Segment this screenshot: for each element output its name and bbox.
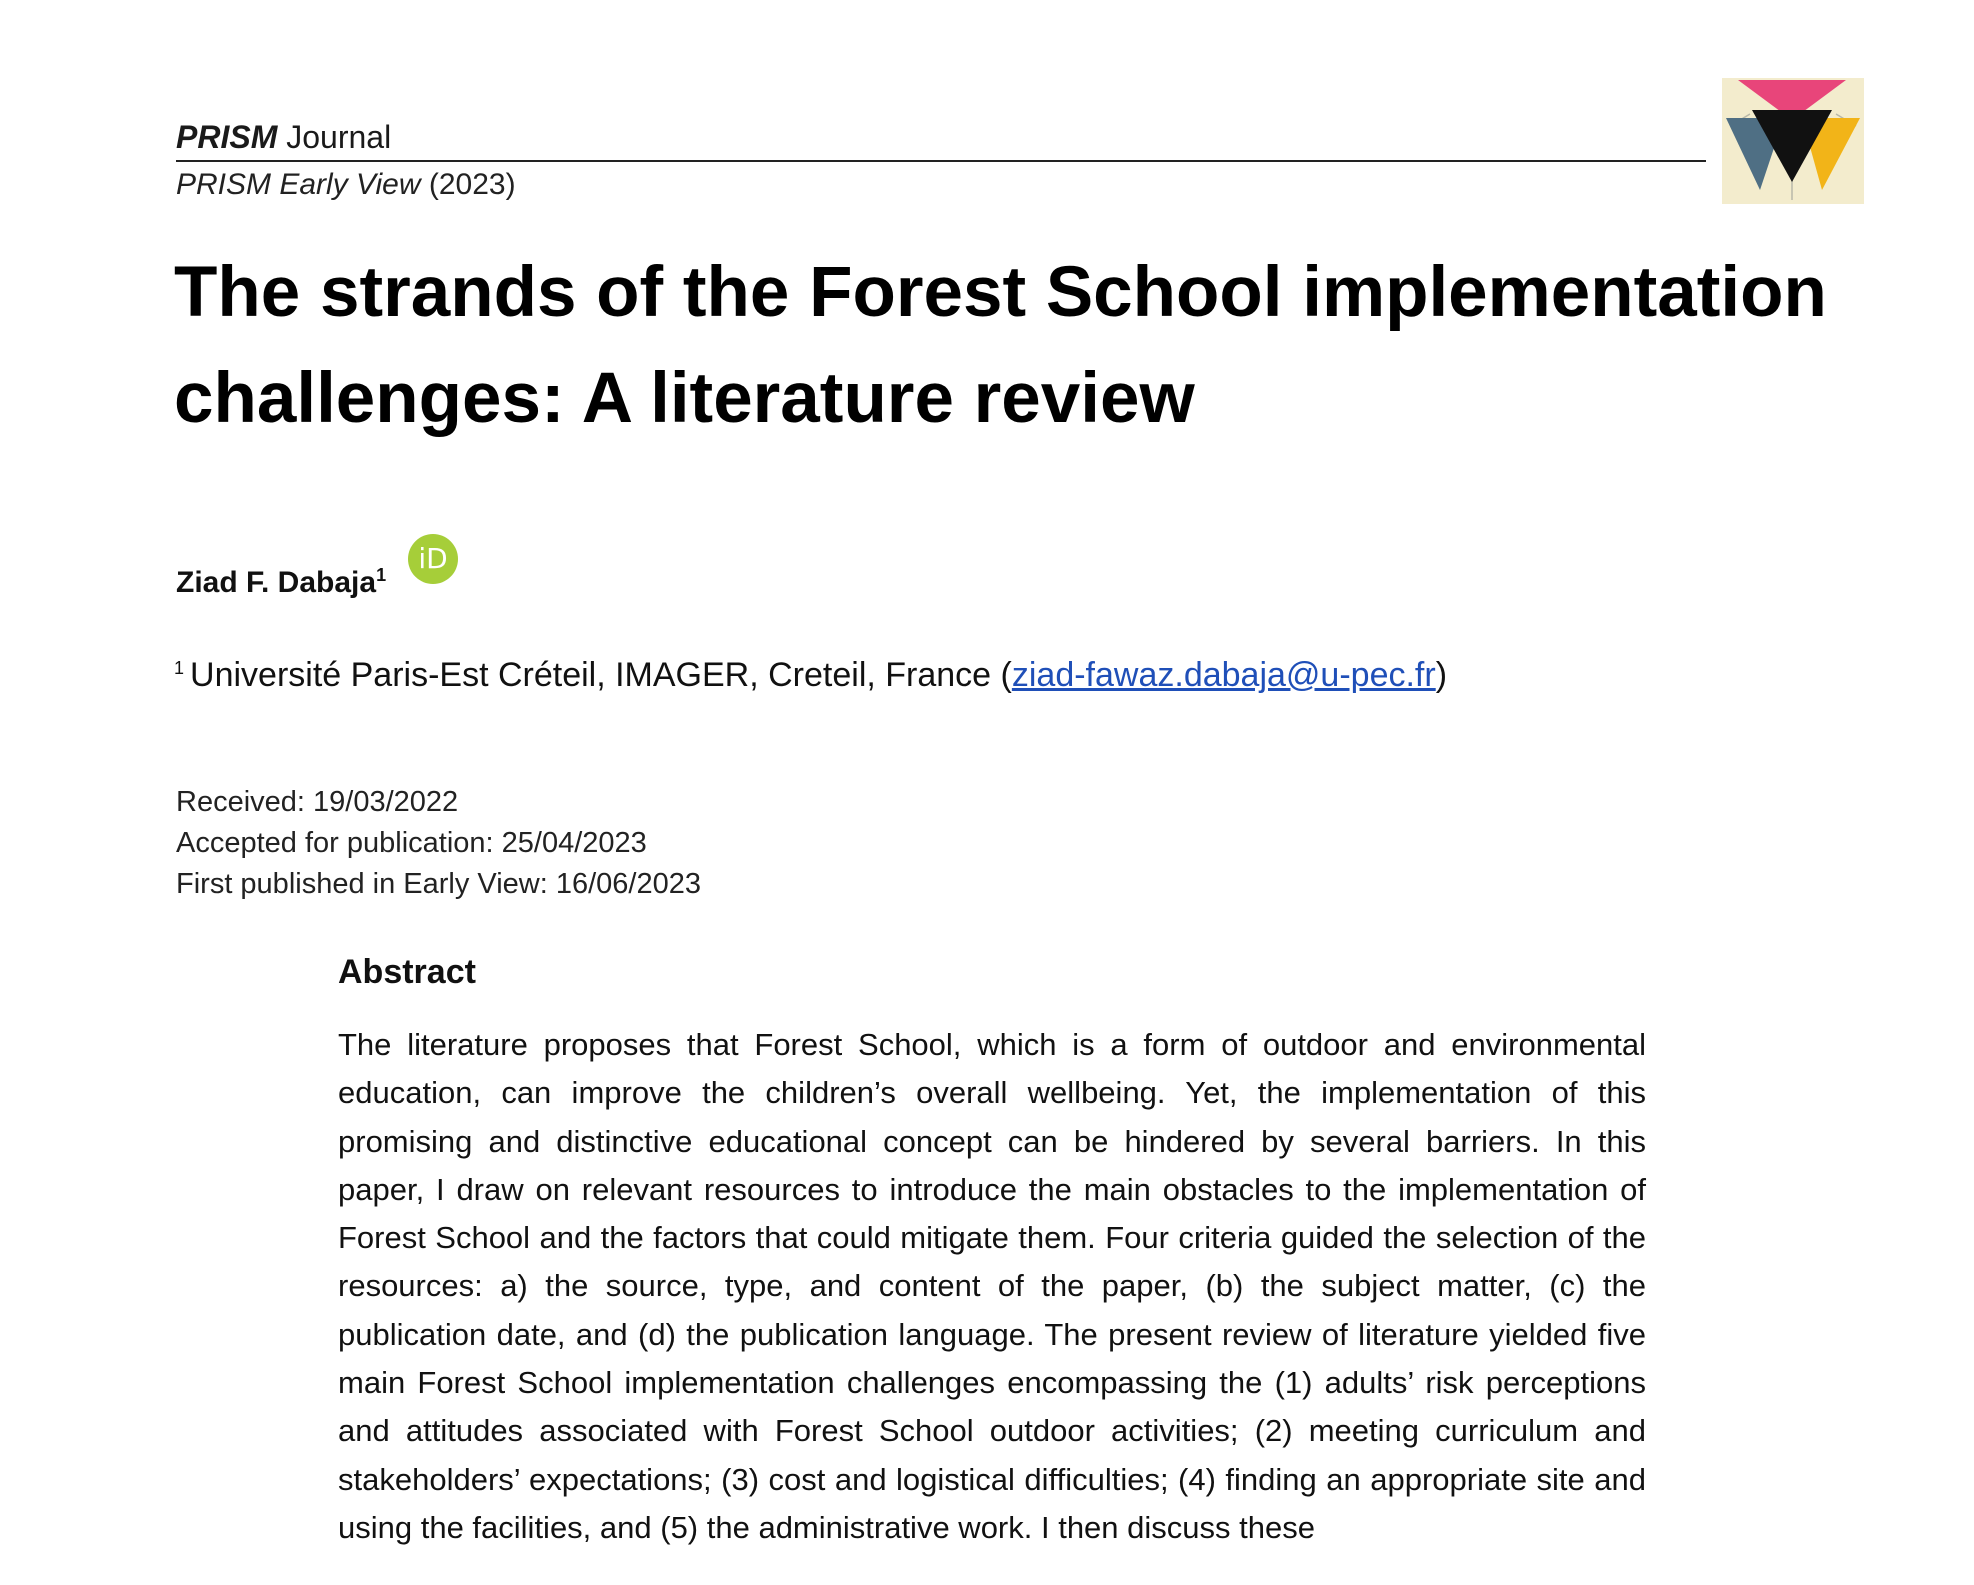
publication-year: (2023) xyxy=(420,168,516,201)
prism-logo-graphic xyxy=(1722,78,1864,204)
author-email-link[interactable]: ziad-fawaz.dabaja@u-pec.fr xyxy=(1011,656,1436,694)
author-name-text: Ziad F. Dabaja xyxy=(176,566,377,599)
article-title: The strands of the Forest School implementation challenges: A literature review xyxy=(174,253,1827,438)
author-superscript: 1 xyxy=(376,565,387,585)
early-view-label: PRISM Early View xyxy=(176,168,421,201)
journal-name: PRISM xyxy=(176,119,278,155)
accepted-date: Accepted for publication: 25/04/2023 xyxy=(176,827,647,859)
affiliation-closing: ) xyxy=(1435,656,1448,694)
orcid-icon[interactable]: iD xyxy=(408,534,458,584)
prism-journal-logo-icon xyxy=(1722,78,1864,204)
affiliation-superscript: 1 xyxy=(174,657,185,678)
received-date: Received: 19/03/2022 xyxy=(176,786,459,818)
abstract-text: The literature proposes that Forest School, which is a form of outdoor and environmental education, can improve the children’s overall wellbeing. Yet, the implementation of this promising and distinctive educational concept can be hindered by several barriers. In this paper, I draw on relevant resources to introduce the main obstacles to the implementation of Forest School and the factors that could mitigate them. Four criteria guided the selection of the resources: a) the source, type, and content of the paper, (b) the subject matter, (c) the publication date, and (d) the publication language. The present review of literature yielded five main Forest School implementation challenges encompassing the (1) adults’ risk perceptions and attitudes associated with Forest School outdoor activities; (2) meeting curriculum and stakeholders’ expectations; (3) cost and logistical difficulties; (4) finding an appropriate site and using the facilities, and (5) the administrative work. I then discuss these xyxy=(338,1027,1646,1545)
publication-dates xyxy=(176,782,701,905)
abstract-heading: Abstract xyxy=(338,953,476,991)
journal-word: Journal xyxy=(277,119,392,155)
author-affiliation xyxy=(174,654,1447,696)
early-view-line xyxy=(176,166,1706,204)
published-date: First published in Early View: 16/06/2023 xyxy=(176,868,701,900)
journal-header xyxy=(176,118,1706,204)
author-name xyxy=(176,563,386,603)
affiliation-text: Université Paris-Est Créteil, IMAGER, Creteil, France ( xyxy=(190,656,1012,694)
journal-title-line xyxy=(176,118,1706,162)
